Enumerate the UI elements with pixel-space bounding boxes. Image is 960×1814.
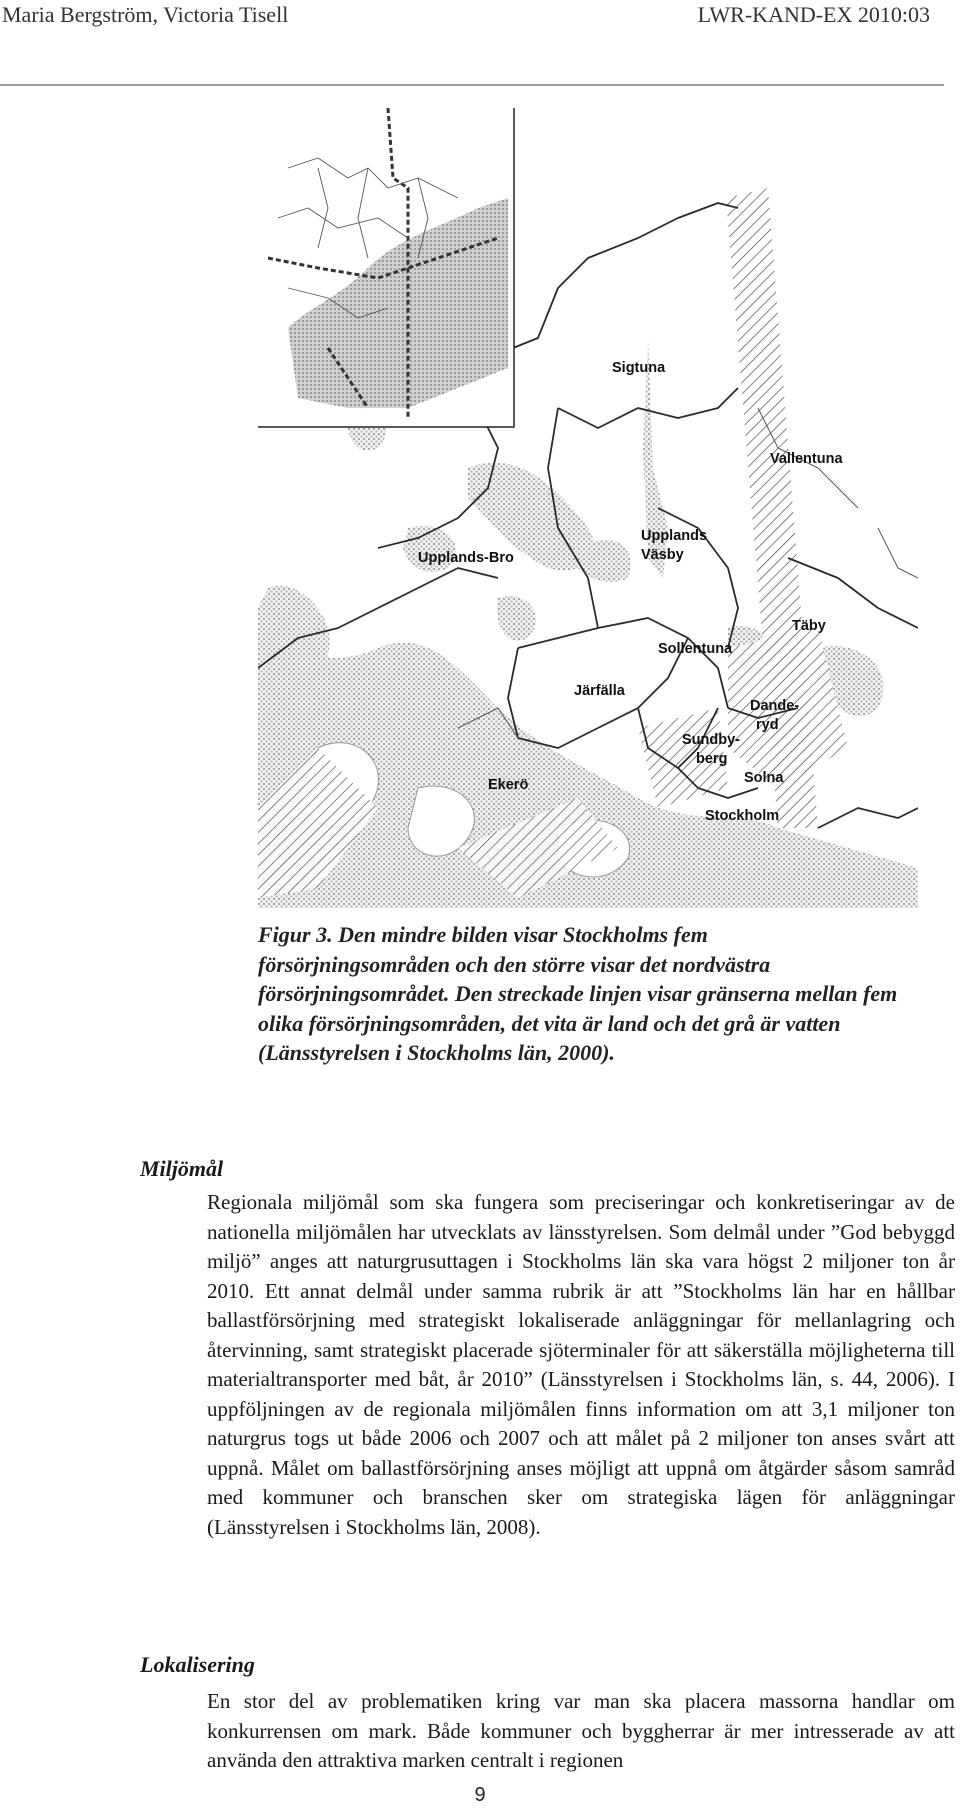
label-sollentuna: Sollentuna: [658, 641, 733, 657]
label-taby: Täby: [792, 618, 826, 634]
label-upplands-bro: Upplands-Bro: [418, 550, 514, 566]
label-upplands-vasby-line2: Väsby: [641, 547, 684, 563]
label-sundbyberg-line1: Sundby-: [682, 732, 740, 748]
label-ekero: Ekerö: [488, 777, 529, 793]
header-rule: [0, 84, 944, 86]
section-heading-lokalisering: Lokalisering: [140, 1652, 255, 1677]
paragraph-lokalisering: En stor del av problematiken kring var man ska placera massorna handlar om konkurrensen om mark. Både kommuner och byggherrar är mer intresserade av att använda den attraktiva marken centralt i regionen: [207, 1689, 955, 1772]
label-vallentuna: Vallentuna: [770, 451, 843, 467]
label-danderyd-line1: Dande-: [750, 698, 800, 714]
header-document-id: LWR-KAND-EX 2010:03: [697, 2, 930, 27]
label-jarfalla: Järfälla: [574, 683, 625, 699]
map-figure: [258, 108, 918, 908]
page-number: 9: [474, 1784, 486, 1806]
label-stockholm: Stockholm: [705, 808, 780, 824]
label-solna: Solna: [744, 770, 784, 786]
header-authors: Maria Bergström, Victoria Tisell: [2, 2, 289, 27]
label-upplands-vasby-line1: Upplands: [641, 528, 708, 544]
label-sigtuna: Sigtuna: [612, 360, 666, 376]
page-header: [0, 0, 960, 86]
inset-map: [258, 108, 514, 427]
label-sundbyberg-line2: berg: [696, 751, 728, 767]
figure-caption: Figur 3. Den mindre bilden visar Stockholms fem försörjningsområden och den större visar det nordvästra försörjningsområdet. Den streckade linjen visar gränserna mellan fem olika försörjningsområden, det vita är land och det grå är vatten (Länsstyrelsen i Stockholms län, 2000).: [258, 922, 898, 1065]
paragraph-miljomal: Regionala miljömål som ska fungera som preciseringar och konkretiseringar av de nationella miljömålen har utvecklats av länsstyrelsen. Som delmål under ”God bebyggd miljö” anges att naturgrusuttagen i Stockholms län ska vara högst 2 miljoner ton år 2010. Ett annat delmål under samma rubrik är att ”Stockholms län har en hållbar ballastförsörjning med strategiskt lokaliserade anläggningar för mellanlagring och återvinning, samt strategiskt placerade sjöterminaler för att säkerställa möjligheterna till materialtransporter med båt, år 2010” (Länsstyrelsen i Stockholms län, s. 44, 2006). I uppföljningen av de regionala miljömålen finns information om att 3,1 miljoner ton naturgrus togs ut både 2006 och 2007 och att målet på 2 miljoner ton anses svårt att uppnå. Målet om ballastförsörjning anses möjligt att uppnå om åtgärder såsom samråd med kommuner och branschen sker om strategiska lägen för anläggningar (Länsstyrelsen i Stockholms län, 2008).: [207, 1190, 955, 1539]
section-heading-miljomal: Miljömål: [140, 1156, 224, 1181]
label-danderyd-line2: ryd: [756, 717, 779, 733]
